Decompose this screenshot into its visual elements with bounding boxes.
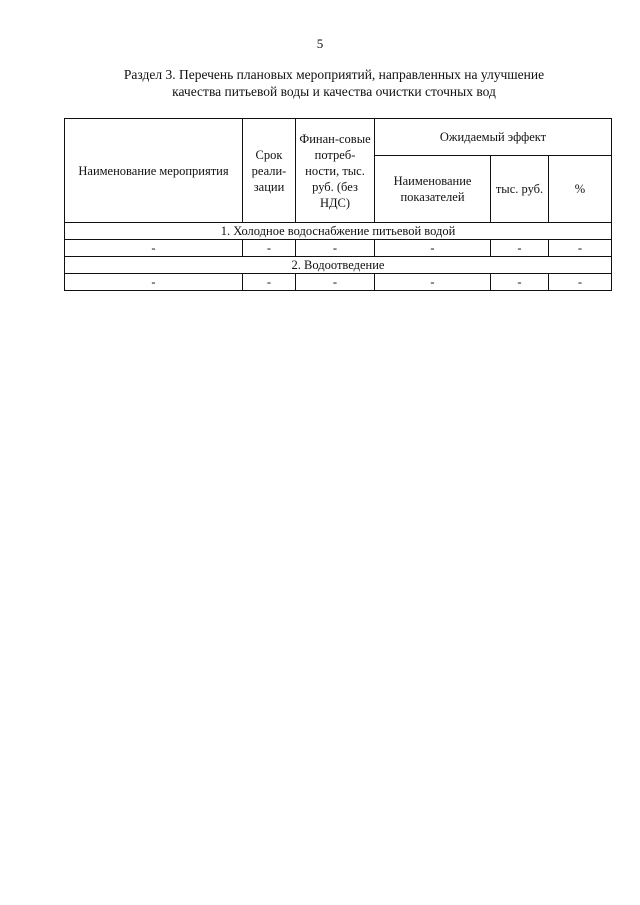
table-cell: - [243, 240, 296, 257]
table-header-row [65, 119, 612, 156]
table-cell: - [375, 240, 491, 257]
table-cell: - [65, 274, 243, 291]
table-cell: - [549, 240, 612, 257]
section-heading [60, 66, 608, 100]
table-row [65, 274, 612, 291]
table-row [65, 240, 612, 257]
measures-table [64, 118, 612, 291]
section-heading-line-1: Раздел 3. Перечень плановых мероприятий, направленных на улучшение [123, 67, 545, 82]
table-cell: - [243, 274, 296, 291]
header-indicator-name: Наименование показателей [375, 156, 491, 223]
section-title: 1. Холодное водоснабжение питьевой водой [65, 223, 612, 240]
table-cell: - [296, 240, 375, 257]
page-number: 5 [316, 36, 324, 51]
header-percent: % [549, 156, 612, 223]
table-cell: - [549, 274, 612, 291]
header-thousand-rub: тыс. руб. [491, 156, 549, 223]
section-row [65, 223, 612, 240]
header-expected-effect: Ожидаемый эффект [375, 119, 612, 156]
table-cell: - [296, 274, 375, 291]
section-row [65, 257, 612, 274]
table-cell: - [491, 240, 549, 257]
table-cell: - [65, 240, 243, 257]
section-heading-line-2: качества питьевой воды и качества очистки сточных вод [172, 84, 496, 99]
table-cell: - [491, 274, 549, 291]
table-cell: - [375, 274, 491, 291]
header-finance: Финан-совые потреб-ности, тыс. руб. (без НДС) [296, 119, 375, 223]
header-measure-name: Наименование мероприятия [65, 119, 243, 223]
section-title: 2. Водоотведение [65, 257, 612, 274]
header-term: Срок реали-зации [243, 119, 296, 223]
